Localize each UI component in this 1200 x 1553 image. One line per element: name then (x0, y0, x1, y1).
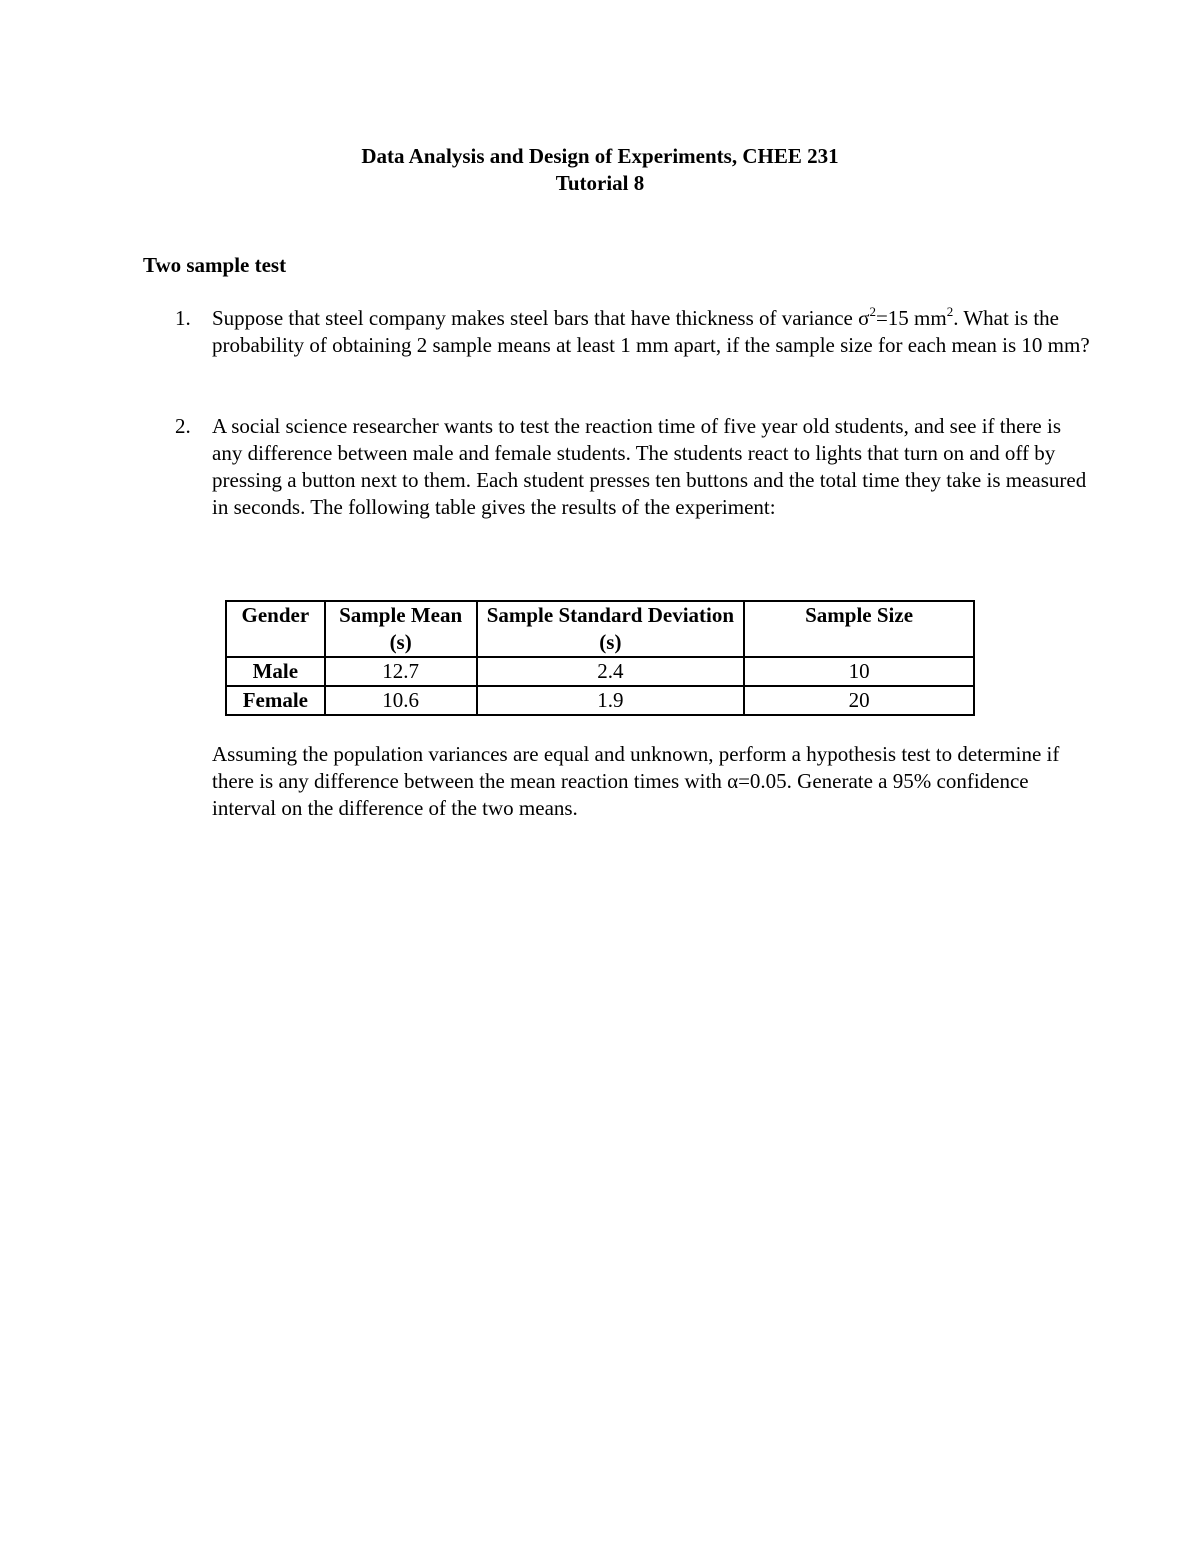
table-row (226, 686, 974, 715)
superscript: 2 (869, 304, 876, 319)
column-header: Sample Standard Deviation (s) (477, 601, 745, 657)
follow-up-text: Assuming the population variances are equal and unknown, perform a hypothesis test to determine if there is any difference between the mean reaction times with α=0.05. Generate a 95% confidence interval on the difference of the two means. (212, 742, 1060, 820)
table-row (226, 657, 974, 686)
table-cell: 10.6 (325, 686, 477, 715)
table-cell: 2.4 (477, 657, 745, 686)
table-cell: 20 (744, 686, 974, 715)
section-heading: Two sample test (143, 253, 287, 277)
question-text: A social science researcher wants to test the reaction time of five year old students, and see if there is any difference between male and female students. The students react to lights that turn on and off by pressing a button next to them. Each student presses ten buttons and the total time they take is measured in seconds. The following table gives the results of the experiment: (212, 414, 1087, 519)
question-text-part: Suppose that steel company makes steel bars that have thickness of variance σ (212, 306, 870, 330)
question-text-part: . What is the probability of obtaining 2 sample means at least 1 mm apart, if the sample size for each mean is 10 mm? (212, 306, 1090, 357)
question-number: 2. (175, 414, 191, 438)
question-text-part: =15 mm (875, 306, 947, 330)
document-title: Data Analysis and Design of Experiments, CHEE 231 (361, 144, 839, 168)
table-cell: Male (226, 657, 325, 686)
results-table (225, 600, 975, 716)
table-header-row (226, 601, 974, 657)
superscript: 2 (946, 304, 954, 319)
table-cell: Female (226, 686, 325, 715)
table-cell: 10 (744, 657, 974, 686)
question-text (212, 305, 1092, 359)
table-cell: 1.9 (477, 686, 745, 715)
table-cell: 12.7 (325, 657, 477, 686)
column-header: Gender (226, 601, 325, 657)
column-header: Sample Mean (s) (325, 601, 477, 657)
document-subtitle: Tutorial 8 (555, 171, 645, 195)
question-number: 1. (175, 306, 191, 330)
column-header: Sample Size (744, 601, 974, 657)
